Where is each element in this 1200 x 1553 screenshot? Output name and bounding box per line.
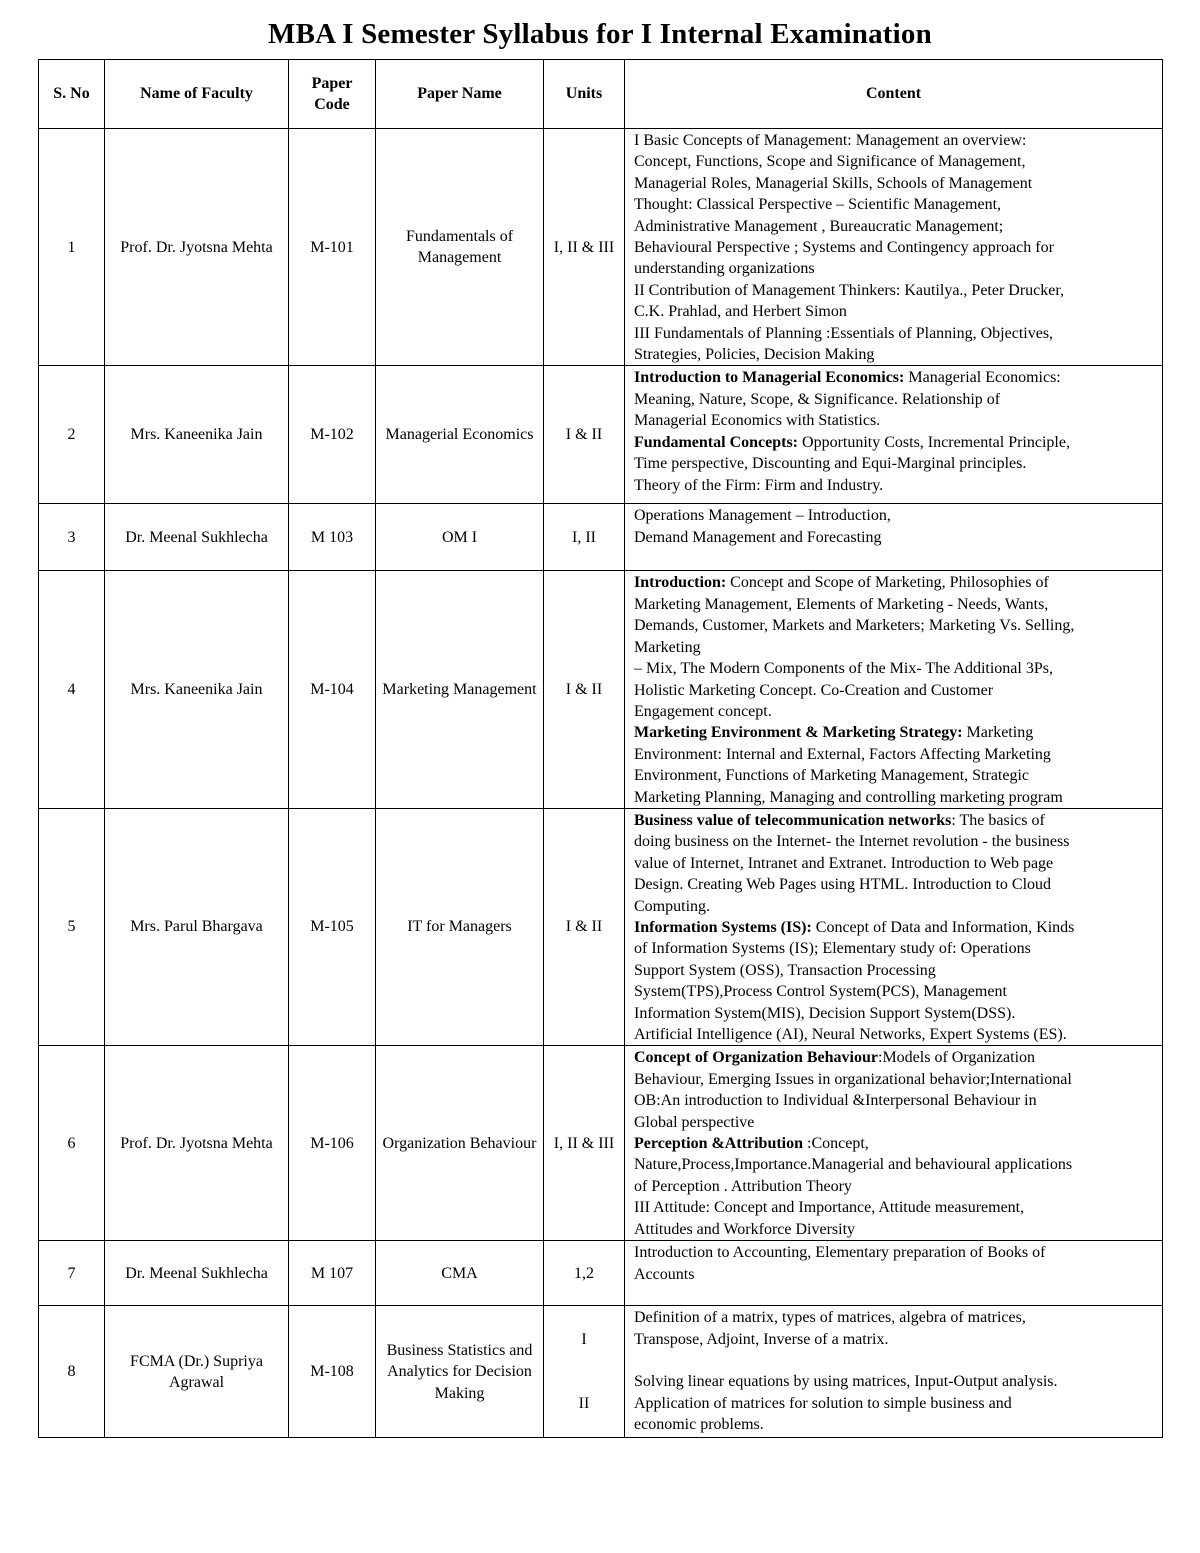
content-line	[634, 1414, 1154, 1435]
content-gap	[634, 1350, 1154, 1371]
cell-faculty: Prof. Dr. Jyotsna Mehta	[105, 1046, 289, 1241]
content-text: of Perception . Attribution Theory	[634, 1177, 852, 1195]
content-line	[634, 615, 1154, 636]
content-text: Demands, Customer, Markets and Marketers; Marketing Vs. Selling,	[634, 617, 1075, 635]
cell-paper-name: Marketing Management	[376, 571, 544, 808]
content-text: Environment: Internal and External, Factors Affecting Marketing	[634, 745, 1051, 763]
column-header-paper-code: Paper Code	[289, 60, 376, 129]
content-heading: Perception &Attribution	[634, 1135, 804, 1153]
content-text: : The basics of	[951, 811, 1045, 829]
content-text: I Basic Concepts of Management: Management an overview:	[634, 132, 1027, 149]
content-text: Concept, Functions, Scope and Significance of Management,	[634, 153, 1026, 171]
content-text: Marketing Planning, Managing and controlling marketing program	[634, 788, 1063, 806]
content-text: II Contribution of Management Thinkers: Kautilya., Peter Drucker,	[634, 281, 1065, 299]
cell-faculty: Mrs. Kaneenika Jain	[105, 571, 289, 808]
content-line	[634, 1069, 1154, 1090]
table-row	[39, 366, 1163, 504]
content-line	[634, 505, 1154, 526]
content-heading: Introduction to Managerial Economics:	[634, 369, 905, 387]
content-text: :Concept,	[803, 1135, 869, 1153]
content-line	[634, 1133, 1154, 1154]
content-line	[634, 572, 1154, 593]
cell-content	[625, 571, 1163, 808]
content-line	[634, 194, 1154, 215]
page-title: MBA I Semester Syllabus for I Internal Examination	[268, 18, 932, 50]
content-text: Nature,Process,Importance.Managerial and behavioural applications	[634, 1156, 1073, 1174]
cell-faculty: Dr. Meenal Sukhlecha	[105, 504, 289, 571]
unit-label: II	[578, 1395, 590, 1413]
cell-faculty: Mrs. Kaneenika Jain	[105, 366, 289, 504]
cell-content	[625, 366, 1163, 504]
content-text: Concept of Data and Information, Kinds	[811, 918, 1075, 936]
content-text: Theory of the Firm: Firm and Industry.	[634, 476, 884, 494]
cell-paper-code: M-106	[289, 1046, 376, 1241]
cell-units: I, II & III	[544, 1046, 625, 1241]
table-header-row	[39, 60, 1163, 129]
content-line	[634, 1264, 1154, 1285]
cell-paper-name: Business Statistics and Analytics for Decision Making	[376, 1306, 544, 1438]
column-header-faculty: Name of Faculty	[105, 60, 289, 129]
cell-content	[625, 1046, 1163, 1241]
content-text: Marketing	[634, 638, 701, 656]
content-line	[634, 475, 1154, 496]
content-line	[634, 1090, 1154, 1111]
content-text: Opportunity Costs, Incremental Principle,	[798, 433, 1070, 451]
column-header-paper-name: Paper Name	[376, 60, 544, 129]
cell-paper-name: CMA	[376, 1241, 544, 1306]
content-line	[634, 1154, 1154, 1175]
content-text: Operations Management – Introduction,	[634, 507, 891, 525]
content-text: Transpose, Adjoint, Inverse of a matrix.	[634, 1330, 889, 1348]
content-text: C.K. Prahlad, and Herbert Simon	[634, 303, 847, 321]
content-line	[634, 1329, 1154, 1350]
content-text: Concept and Scope of Marketing, Philosophies of	[726, 574, 1049, 592]
cell-paper-code: M-108	[289, 1306, 376, 1438]
content-text: of Information Systems (IS); Elementary study of: Operations	[634, 940, 1031, 958]
table-row	[39, 1241, 1163, 1306]
cell-sno: 2	[39, 366, 105, 504]
cell-paper-name: Fundamentals of Management	[376, 129, 544, 366]
cell-paper-code: M-102	[289, 366, 376, 504]
content-heading: Fundamental Concepts:	[634, 433, 799, 451]
content-text: Definition of a matrix, types of matrices, algebra of matrices,	[634, 1309, 1026, 1327]
content-text: Attitudes and Workforce Diversity	[634, 1220, 856, 1238]
content-text: Design. Creating Web Pages using HTML. Introduction to Cloud	[634, 876, 1052, 894]
content-text: Marketing Management, Elements of Marketing - Needs, Wants,	[634, 595, 1049, 613]
content-line	[634, 280, 1154, 301]
content-line	[634, 367, 1154, 388]
content-heading: Business value of telecommunication networks	[634, 811, 952, 829]
cell-units: I & II	[544, 808, 625, 1045]
content-text: Holistic Marketing Concept. Co-Creation and Customer	[634, 681, 994, 699]
cell-units: I & II	[544, 571, 625, 808]
cell-paper-name: Managerial Economics	[376, 366, 544, 504]
table-body	[39, 129, 1163, 1438]
content-text: Time perspective, Discounting and Equi-Marginal principles.	[634, 455, 1027, 473]
content-text: economic problems.	[634, 1416, 764, 1434]
content-text: Global perspective	[634, 1113, 755, 1131]
content-text: System(TPS),Process Control System(PCS), Management	[634, 983, 1007, 1001]
content-line	[634, 917, 1154, 938]
content-line	[634, 981, 1154, 1002]
content-line	[634, 1219, 1154, 1240]
content-line	[634, 453, 1154, 474]
column-header-content: Content	[625, 60, 1163, 129]
content-line	[634, 1024, 1154, 1045]
cell-units: I, II & III	[544, 129, 625, 366]
cell-units: I & II	[544, 366, 625, 504]
cell-faculty: Prof. Dr. Jyotsna Mehta	[105, 129, 289, 366]
cell-sno: 8	[39, 1306, 105, 1438]
cell-paper-code: M-104	[289, 571, 376, 808]
unit-label: I	[581, 1331, 587, 1349]
table-row	[39, 808, 1163, 1045]
content-line	[634, 938, 1154, 959]
content-heading: Marketing Environment & Marketing Strategy:	[634, 724, 963, 742]
content-line	[634, 637, 1154, 658]
content-text: III Fundamentals of Planning :Essentials of Planning, Objectives,	[634, 324, 1054, 342]
cell-content	[625, 1241, 1163, 1306]
content-line	[634, 658, 1154, 679]
content-line	[634, 389, 1154, 410]
cell-paper-code: M-101	[289, 129, 376, 366]
content-text: Managerial Roles, Managerial Skills, Schools of Management	[634, 174, 1033, 192]
content-text: Support System (OSS), Transaction Processing	[634, 961, 936, 979]
cell-sno: 6	[39, 1046, 105, 1241]
content-text: Information System(MIS), Decision Support System(DSS).	[634, 1004, 1016, 1022]
cell-units: 1,2	[544, 1241, 625, 1306]
cell-sno: 7	[39, 1241, 105, 1306]
syllabus-table	[38, 59, 1163, 1438]
content-line	[634, 594, 1154, 615]
cell-faculty: Dr. Meenal Sukhlecha	[105, 1241, 289, 1306]
content-line	[634, 787, 1154, 808]
content-line	[634, 1047, 1154, 1068]
content-line	[634, 1003, 1154, 1024]
content-heading: Introduction:	[634, 574, 727, 592]
cell-paper-name: Organization Behaviour	[376, 1046, 544, 1241]
content-text: Managerial Economics with Statistics.	[634, 412, 881, 430]
content-heading: Information Systems (IS):	[634, 918, 812, 936]
content-line	[634, 237, 1154, 258]
content-line	[634, 527, 1154, 548]
content-line	[634, 831, 1154, 852]
content-line	[634, 1112, 1154, 1133]
cell-paper-code: M-105	[289, 808, 376, 1045]
table-row	[39, 1306, 1163, 1438]
content-text: Environment, Functions of Marketing Management, Strategic	[634, 767, 1030, 785]
content-line	[634, 722, 1154, 743]
content-text: Artificial Intelligence (AI), Neural Networks, Expert Systems (ES).	[634, 1026, 1067, 1043]
content-line	[634, 1197, 1154, 1218]
content-text: Behavioural Perspective ; Systems and Contingency approach for	[634, 239, 1054, 257]
cell-faculty: Mrs. Parul Bhargava	[105, 808, 289, 1045]
content-line	[634, 960, 1154, 981]
content-line	[634, 680, 1154, 701]
units-list	[550, 1308, 618, 1436]
content-line	[634, 258, 1154, 279]
content-heading: Concept of Organization Behaviour	[634, 1049, 878, 1067]
content-line	[634, 701, 1154, 722]
cell-sno: 1	[39, 129, 105, 366]
content-text: OB:An introduction to Individual &Interpersonal Behaviour in	[634, 1092, 1037, 1110]
cell-sno: 5	[39, 808, 105, 1045]
cell-units: I, II	[544, 504, 625, 571]
column-header-sno: S. No	[39, 60, 105, 129]
content-line	[634, 765, 1154, 786]
content-line	[634, 1307, 1154, 1328]
content-text: Strategies, Policies, Decision Making	[634, 346, 875, 364]
table-row	[39, 504, 1163, 571]
content-text: Demand Management and Forecasting	[634, 528, 882, 546]
content-line	[634, 344, 1154, 365]
content-line	[634, 810, 1154, 831]
content-text: Accounts	[634, 1265, 695, 1283]
content-line	[634, 301, 1154, 322]
cell-content	[625, 129, 1163, 366]
content-line	[634, 874, 1154, 895]
content-line	[634, 410, 1154, 431]
content-line	[634, 853, 1154, 874]
content-line	[634, 744, 1154, 765]
content-text: Solving linear equations by using matrices, Input-Output analysis.	[634, 1373, 1058, 1391]
content-text: :Models of Organization	[878, 1049, 1036, 1067]
content-line	[634, 1371, 1154, 1392]
content-line	[634, 130, 1154, 151]
cell-paper-name: OM I	[376, 504, 544, 571]
content-text: Computing.	[634, 897, 711, 915]
content-text: Marketing	[962, 724, 1034, 742]
content-line	[634, 1176, 1154, 1197]
content-line	[634, 1393, 1154, 1414]
content-text: Engagement concept.	[634, 702, 772, 720]
cell-paper-code: M 107	[289, 1241, 376, 1306]
content-text: value of Internet, Intranet and Extranet. Introduction to Web page	[634, 854, 1054, 872]
cell-paper-code: M 103	[289, 504, 376, 571]
content-text: Thought: Classical Perspective – Scientific Management,	[634, 196, 1002, 214]
cell-content	[625, 808, 1163, 1045]
cell-sno: 4	[39, 571, 105, 808]
table-row	[39, 1046, 1163, 1241]
content-line	[634, 173, 1154, 194]
content-text: Administrative Management , Bureaucratic Management;	[634, 217, 1004, 235]
content-text: Behaviour, Emerging Issues in organizational behavior;International	[634, 1070, 1072, 1088]
cell-sno: 3	[39, 504, 105, 571]
content-text: III Attitude: Concept and Importance, Attitude measurement,	[634, 1199, 1025, 1217]
content-line	[634, 323, 1154, 344]
content-text: Managerial Economics:	[904, 369, 1061, 387]
content-line	[634, 216, 1154, 237]
content-line	[634, 432, 1154, 453]
content-line	[634, 151, 1154, 172]
content-text: doing business on the Internet- the Internet revolution - the business	[634, 833, 1070, 851]
cell-units	[544, 1306, 625, 1438]
content-text: Application of matrices for solution to simple business and	[634, 1394, 1012, 1412]
content-text: – Mix, The Modern Components of the Mix- The Additional 3Ps,	[634, 660, 1053, 678]
cell-faculty: FCMA (Dr.) Supriya Agrawal	[105, 1306, 289, 1438]
column-header-units: Units	[544, 60, 625, 129]
content-text: understanding organizations	[634, 260, 815, 278]
content-line	[634, 1242, 1154, 1263]
content-text: Introduction to Accounting, Elementary preparation of Books of	[634, 1244, 1046, 1262]
content-line	[634, 896, 1154, 917]
content-text: Meaning, Nature, Scope, & Significance. Relationship of	[634, 390, 1001, 408]
cell-paper-name: IT for Managers	[376, 808, 544, 1045]
cell-content	[625, 1306, 1163, 1438]
cell-content	[625, 504, 1163, 571]
table-row	[39, 571, 1163, 808]
table-row	[39, 129, 1163, 366]
